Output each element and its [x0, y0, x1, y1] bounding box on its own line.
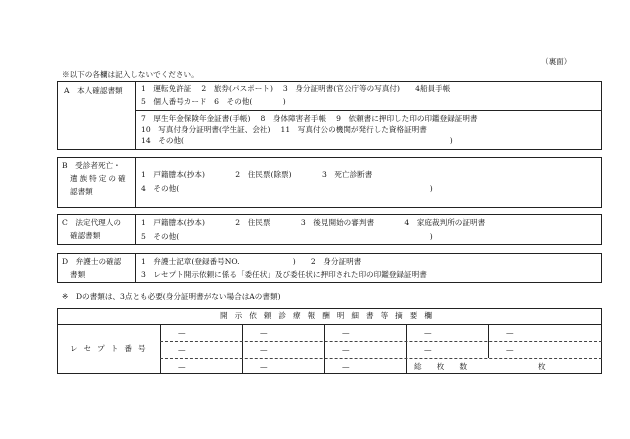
section-a-label: A 本人確認書類	[64, 86, 123, 95]
cell-dash: —	[342, 345, 350, 354]
section-a-row-3: 7 厚生年金保険年金証書(手帳) 8 身体障害者手帳 9 依頼書に押印した印の印鑑登録証明書	[141, 114, 478, 123]
page-side-label: （裏面）	[541, 57, 572, 66]
cell-dash: —	[342, 328, 350, 337]
section-c-label-1: C 法定代理人の	[62, 218, 121, 227]
section-b-row-1: 1 戸籍謄本(抄本) 2 住民票(除票) 3 死亡診断書	[141, 170, 373, 179]
section-b-label-2: 遺族特定の確	[70, 174, 128, 183]
total-sheets-label: 総 枚 数	[414, 362, 468, 371]
cell-dash: —	[424, 328, 432, 337]
section-b-label-3: 認書類	[70, 187, 93, 196]
cell-dash: —	[260, 345, 268, 354]
cell-dash: —	[506, 328, 514, 337]
section-b-row-2: 4 その他( )	[141, 184, 433, 193]
note-d-text: ※ Dの書類は、3点とも必要(身分証明書がない場合はAの書類)	[62, 292, 281, 301]
section-b-label-1: B 受診者死亡・	[62, 161, 121, 170]
cell-dash: —	[260, 362, 268, 371]
table-header: 開示依頼診療報酬明細書等摘要欄	[220, 311, 439, 320]
section-d-label-1: D 弁護士の確認	[62, 257, 122, 266]
section-d-row-2: 3 レセプト開示依頼に係る「委任状」及び委任状に押印された印の印鑑登録証明書	[141, 270, 427, 279]
cell-dash: —	[260, 328, 268, 337]
section-d-label-2: 書類	[70, 270, 86, 279]
section-a-row-2: 5 個人番号カード 6 その他( )	[141, 97, 286, 106]
receipt-number-label: レセプト番号	[70, 344, 152, 353]
section-c-row-1: 1 戸籍謄本(抄本) 2 住民票 3 後見開始の審判書 4 家庭裁判所の証明書	[141, 218, 486, 227]
section-b-box	[57, 157, 602, 208]
total-sheets-unit: 枚	[538, 362, 546, 371]
cell-dash: —	[178, 328, 186, 337]
cell-dash: —	[506, 345, 514, 354]
notice-text: ※以下の各欄は記入しないでください。	[62, 70, 199, 79]
section-c-label-2: 確認書類	[70, 231, 101, 240]
section-a-row-4: 10 写真付身分証明書(学生証、会社) 11 写真付公の機関が発行した資格証明書	[141, 125, 427, 134]
cell-dash: —	[178, 362, 186, 371]
section-a-row-5: 14 その他( )	[141, 136, 453, 145]
cell-dash: —	[178, 345, 186, 354]
cell-dash: —	[424, 345, 432, 354]
cell-dash: —	[342, 362, 350, 371]
section-d-row-1: 1 弁護士記章(登録番号NO. ) 2 身分証明書	[141, 257, 362, 266]
section-a-row-1: 1 運転免許証 2 旅券(パスポート) 3 身分証明書(官公庁等の写真付) 4船員手帳	[141, 84, 451, 93]
section-c-row-2: 5 その他( )	[141, 232, 433, 241]
